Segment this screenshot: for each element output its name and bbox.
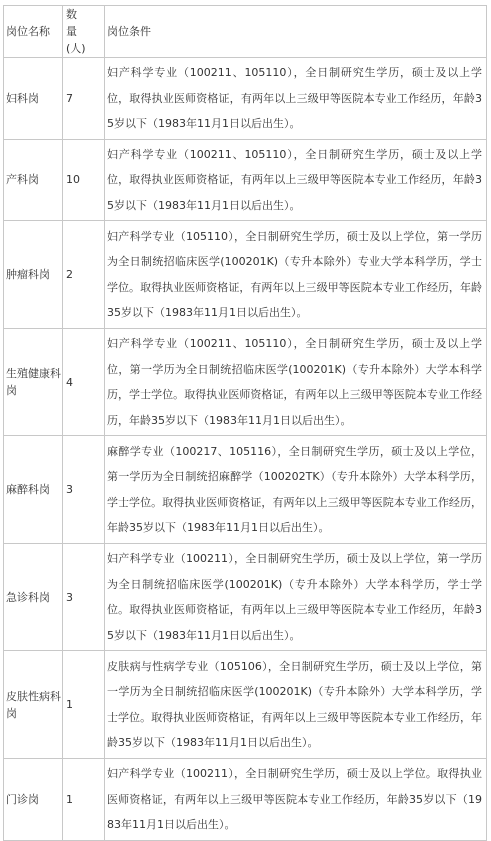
table-row: [4, 651, 487, 759]
position-name: 产科岗: [6, 173, 39, 187]
position-count: 4: [66, 375, 73, 389]
table-row: [4, 759, 487, 841]
position-requirements: 妇产科学专业（100211），全日制研究生学历，硕士及以上学位，第一学历为全日制统招临床医学(100201K)（专升本除外）大学本科学历，学士学位。取得执业医师资格证，有两年以上三级甲等医院本专业工作经历，年龄35岁以下（1983年11月1日以后出生）。: [105, 544, 487, 651]
table-row: [4, 329, 487, 436]
table-row: [4, 58, 487, 140]
table-row: [4, 139, 487, 221]
table-row: [4, 221, 487, 329]
position-requirements: 妇产科学专业（100211、105110），全日制研究生学历，硕士及以上学位，取得执业医师资格证，有两年以上三级甲等医院本专业工作经历，年龄35岁以下（1983年11月1日以后出生）。: [105, 58, 487, 140]
position-name: 妇科岗: [6, 91, 39, 105]
position-name: 肿瘤科岗: [6, 268, 50, 281]
position-requirements: 妇产科学专业（100211、105110），全日制研究生学历，硕士及以上学位，取得执业医师资格证，有两年以上三级甲等医院本专业工作经历，年龄35岁以下（1983年11月1日以后出生）。: [105, 139, 487, 221]
position-requirements: 妇产科学专业（100211），全日制研究生学历，硕士及以上学位。取得执业医师资格证，有两年以上三级甲等医院本专业工作经历，年龄35岁以下（1983年11月1日以后出生）。: [105, 759, 487, 841]
position-requirements: 麻醉学专业（100217、105116），全日制研究生学历，硕士及以上学位，第一学历为全日制统招麻醉学（100202TK）（专升本除外）大学本科学历，学士学位。取得执业医师资格证，有两年以上三级甲等医院本专业工作经历，年龄35岁以下（1983年11月1日以后出生）。: [105, 436, 487, 544]
table-row: [4, 544, 487, 651]
position-name: 门诊岗: [6, 792, 39, 806]
header-count-label: 数 量: [66, 8, 86, 38]
position-count: 10: [66, 173, 80, 187]
position-count: 1: [66, 792, 73, 806]
header-count: [63, 6, 105, 58]
position-requirements: 妇产科学专业（100211、105110），全日制研究生学历，硕士及以上学位，第一学历为全日制统招临床医学(100201K)（专升本除外）大学本科学历，学士学位。取得执业医师资格证，有两年以上三级甲等医院本专业工作经历，年龄35岁以下（1983年11月1日以后出生）。: [105, 329, 487, 436]
position-name: 生殖健康科岗: [6, 367, 61, 397]
position-requirements: 皮肤病与性病学专业（105106），全日制研究生学历，硕士及以上学位，第一学历为全日制统招临床医学(100201K)（专升本除外）大学本科学历，学士学位。取得执业医师资格证，有两年以上三级甲等医院本专业工作经历，年龄35岁以下（1983年11月1日以后出生）。: [105, 651, 487, 759]
header-requirements: 岗位条件: [105, 6, 487, 58]
position-name: 急诊科岗: [6, 590, 50, 604]
position-count: 3: [66, 483, 73, 496]
table-header-row: [4, 6, 487, 58]
position-name: 皮肤性病科岗: [6, 689, 61, 720]
header-count-unit: (人): [66, 42, 86, 55]
position-requirements: 妇产科学专业（105110），全日制研究生学历，硕士及以上学位，第一学历为全日制统招临床医学(100201K)（专升本除外）专业大学本科学历，学士学位。取得执业医师资格证，有两年以上三级甲等医院本专业工作经历，年龄35岁以下（1983年11月1日以后出生）。: [105, 221, 487, 329]
position-count: 7: [66, 91, 73, 105]
position-name: 麻醉科岗: [6, 483, 50, 496]
position-count: 2: [66, 268, 73, 281]
header-position-name: 岗位名称: [4, 6, 63, 58]
position-count: 3: [66, 590, 73, 604]
table-row: [4, 436, 487, 544]
job-requirements-table: [3, 5, 487, 841]
position-count: 1: [66, 698, 73, 711]
